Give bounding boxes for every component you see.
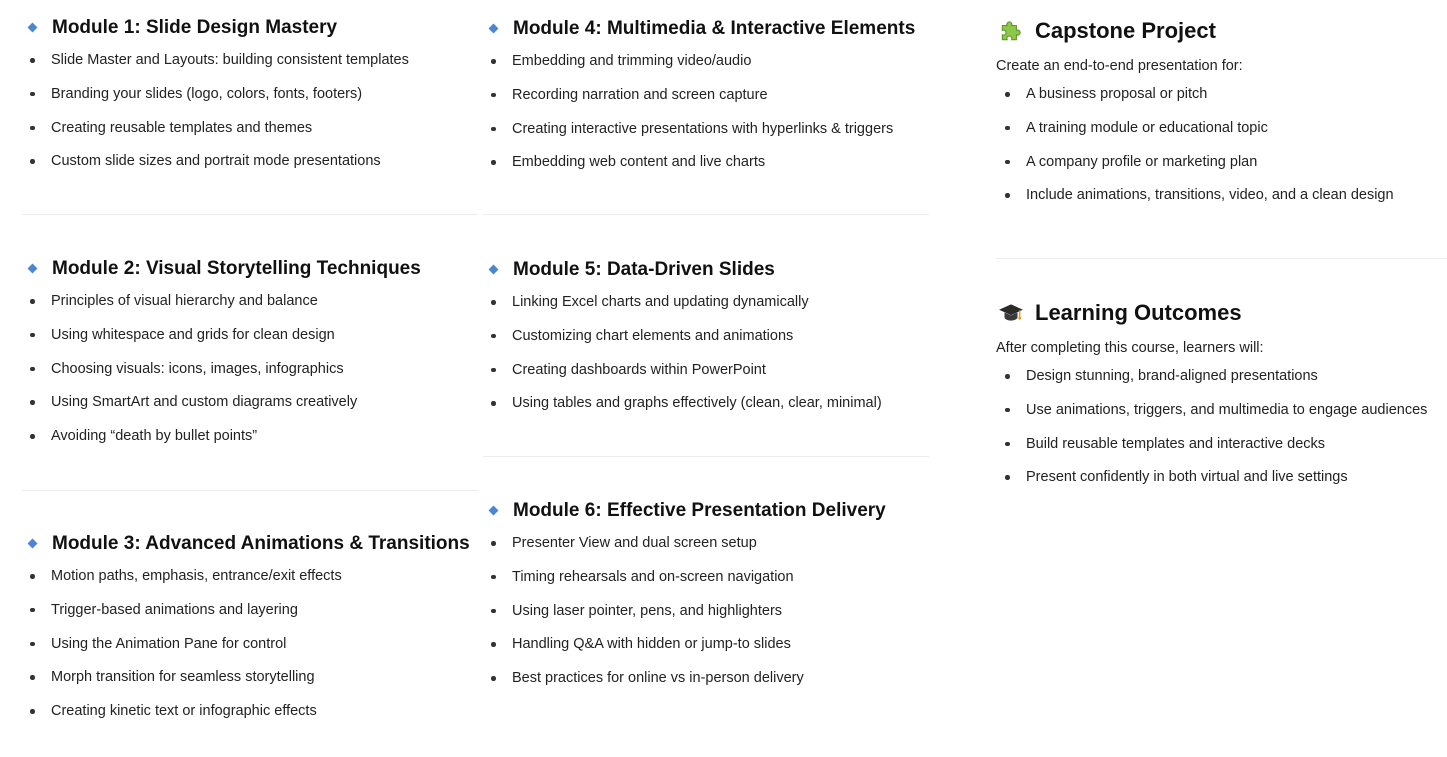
divider xyxy=(22,214,478,215)
list-item: Creating dashboards within PowerPoint xyxy=(483,360,929,380)
capstone-intro: Create an end-to-end presentation for: xyxy=(996,58,1243,74)
module-4-heading xyxy=(483,15,929,43)
module-3-title: Module 3: Advanced Animations & Transitions xyxy=(52,533,470,554)
module-5-heading xyxy=(483,256,929,284)
list-item: Use animations, triggers, and multimedia to engage audiences xyxy=(996,400,1447,420)
list-item: A training module or educational topic xyxy=(996,118,1447,138)
module-5-list xyxy=(483,292,929,413)
divider xyxy=(996,258,1447,259)
capstone-heading xyxy=(996,15,1447,47)
module-3 xyxy=(22,530,478,721)
module-4-list xyxy=(483,51,929,172)
module-1-list xyxy=(22,50,478,171)
list-item: Choosing visuals: icons, images, infographics xyxy=(22,359,478,379)
list-item: Slide Master and Layouts: building consistent templates xyxy=(22,50,478,70)
list-item: Embedding and trimming video/audio xyxy=(483,51,929,71)
list-item: Include animations, transitions, video, and a clean design xyxy=(996,185,1447,205)
graduation-cap-icon xyxy=(998,300,1024,326)
outcomes-list xyxy=(996,366,1447,487)
outcomes-section xyxy=(996,297,1447,487)
list-item: Customizing chart elements and animations xyxy=(483,326,929,346)
list-item: Build reusable templates and interactive decks xyxy=(996,434,1447,454)
list-item: Creating kinetic text or infographic effects xyxy=(22,701,478,721)
list-item: Presenter View and dual screen setup xyxy=(483,533,929,553)
diamond-bullet-icon xyxy=(28,539,38,549)
list-item: Creating reusable templates and themes xyxy=(22,118,478,138)
list-item: Using tables and graphs effectively (clean, clear, minimal) xyxy=(483,393,929,413)
outcomes-heading xyxy=(996,297,1447,329)
module-1-heading xyxy=(22,14,478,42)
diamond-bullet-icon xyxy=(28,264,38,274)
outcomes-title: Learning Outcomes xyxy=(1035,300,1242,325)
module-2-heading xyxy=(22,255,478,283)
list-item: Morph transition for seamless storytelling xyxy=(22,667,478,687)
module-1 xyxy=(22,14,478,171)
module-6-title: Module 6: Effective Presentation Delivery xyxy=(513,500,886,521)
divider xyxy=(483,214,929,215)
module-3-heading xyxy=(22,530,478,558)
diamond-bullet-icon xyxy=(28,23,38,33)
list-item: Using SmartArt and custom diagrams creatively xyxy=(22,392,478,412)
list-item: Linking Excel charts and updating dynamically xyxy=(483,292,929,312)
capstone-section xyxy=(996,15,1447,205)
list-item: Timing rehearsals and on-screen navigation xyxy=(483,567,929,587)
list-item: Avoiding “death by bullet points” xyxy=(22,426,478,446)
module-5-title: Module 5: Data-Driven Slides xyxy=(513,259,775,280)
list-item: A business proposal or pitch xyxy=(996,84,1447,104)
list-item: Principles of visual hierarchy and balance xyxy=(22,291,478,311)
diamond-bullet-icon xyxy=(489,506,499,516)
list-item: Motion paths, emphasis, entrance/exit effects xyxy=(22,566,478,586)
module-2 xyxy=(22,255,478,446)
module-1-title: Module 1: Slide Design Mastery xyxy=(52,17,338,38)
module-2-title: Module 2: Visual Storytelling Techniques xyxy=(52,258,421,279)
list-item: Branding your slides (logo, colors, fonts, footers) xyxy=(22,84,478,104)
list-item: Best practices for online vs in-person delivery xyxy=(483,668,929,688)
list-item: Embedding web content and live charts xyxy=(483,152,929,172)
module-4-title: Module 4: Multimedia & Interactive Elements xyxy=(513,18,916,39)
module-6-list xyxy=(483,533,929,688)
module-6-heading xyxy=(483,497,929,525)
diamond-bullet-icon xyxy=(489,24,499,34)
module-2-list xyxy=(22,291,478,446)
module-3-list xyxy=(22,566,478,721)
diamond-bullet-icon xyxy=(489,265,499,275)
divider xyxy=(483,456,929,457)
module-5 xyxy=(483,256,929,413)
capstone-list xyxy=(996,84,1447,205)
list-item: Handling Q&A with hidden or jump-to slides xyxy=(483,634,929,654)
capstone-title: Capstone Project xyxy=(1035,18,1216,43)
module-6 xyxy=(483,497,929,688)
list-item: Using laser pointer, pens, and highlighters xyxy=(483,601,929,621)
module-4 xyxy=(483,15,929,172)
divider xyxy=(22,490,478,491)
list-item: Creating interactive presentations with hyperlinks & triggers xyxy=(483,119,929,139)
outcomes-intro: After completing this course, learners will: xyxy=(996,340,1264,356)
list-item: Design stunning, brand-aligned presentations xyxy=(996,366,1447,386)
list-item: Recording narration and screen capture xyxy=(483,85,929,105)
puzzle-icon xyxy=(998,18,1024,44)
list-item: Present confidently in both virtual and live settings xyxy=(996,467,1447,487)
list-item: A company profile or marketing plan xyxy=(996,152,1447,172)
list-item: Custom slide sizes and portrait mode presentations xyxy=(22,151,478,171)
list-item: Trigger-based animations and layering xyxy=(22,600,478,620)
list-item: Using whitespace and grids for clean design xyxy=(22,325,478,345)
list-item: Using the Animation Pane for control xyxy=(22,634,478,654)
